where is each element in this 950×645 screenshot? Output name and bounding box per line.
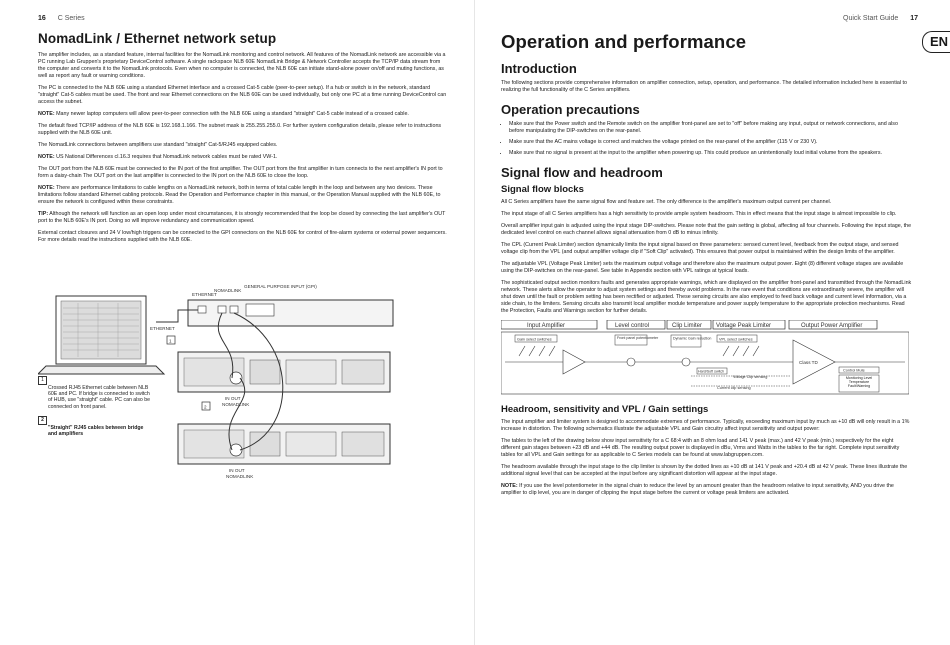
- body-paragraph: [38, 111, 448, 118]
- paragraph-text: The tables to the left of the drawing below show input sensitivity for a C 68:4 with an 8 ohm load and 141 V peak (max.) and 42 V peak (min.) respectively for the eight different gain stages between +23 dB and +44 dB. The resulting output power is displayed in dBu, Vrms and Watts in the tables to the far right. Complete input sensitivity tables for all VPL and Gain settings for as applicable to C Series models can be found at www.labgruppen.com.: [501, 438, 900, 458]
- diagram-annotation-2: [38, 416, 150, 437]
- signal-paragraph: The adjustable VPL (Voltage Peak Limiter) sets the maximum output voltage and therefore also the maximum output power. Eight (8) different voltage stages are available using the DIP-switches on the rear-panel. See table in Appendix section with VPL ratings at typical loads.: [501, 261, 904, 274]
- intro-heading: Introduction: [501, 61, 577, 76]
- paragraph-text: Although the network will function as an open loop under most circumstances, it is strongly recommended that the loop be closed by connecting the last amplifier's OUT port to the NLB 60E's IN port. Doing so will improve redundancy and communication speed.: [38, 211, 446, 224]
- signal-paragraph: Overall amplifier input gain is adjusted using the input stage DIP-switches. Please note that the gain setting is global, affecting all four channels. Following the input stage, the dedicated level control on each channel allows signal attenuation from 0 dB to minus infinity.: [501, 223, 912, 236]
- annotation-2-text: "Straight" RJ45 cables between bridge and amplifiers: [48, 425, 144, 438]
- paragraph-text: The input amplifier and limiter system is designed to accommodate extremes of performance. Typically, exceeding maximum input by much as +10 dB will only result in a 1% increase in distortion. The following schematics illustrate the adjustable VPL and Gain circuitry affect input sensitivity and output power:: [501, 419, 910, 432]
- amp1-in-out: IN OUT: [225, 396, 241, 401]
- ethernet-label: ETHERNET: [192, 292, 217, 297]
- paragraph-text: The amplifier includes, as a standard feature, internal facilities for the NomadLink monitoring and control network. All features of the NomadLink network are accessible via a PC running Lab Gruppen's proprietary DeviceControl software. A single rackspace NLB 60E NomadLink Bridge & Network Controller accepts the TCP/IP data stream from the computer and converts it to the NomadLink protocols. Even when no computer is connected, the NLB 60E can initiate stand-alone power on/off and muting functions, as well as report any fault or warning conditions.: [38, 52, 446, 79]
- left-column: [38, 31, 448, 249]
- current-clip-label: Current clip sensing: [717, 386, 751, 390]
- signal-flow-block-diagram: [501, 320, 909, 396]
- body-paragraph: [38, 154, 448, 161]
- annotation-1-text: Crossed RJ45 Ethernet cable between NLB 60E and PC. If bridge is connected to switch of HUB, use "straight" cable. PC can also be connected on front panel.: [48, 385, 151, 410]
- header-vpl: Voltage Peak Limiter: [716, 323, 772, 329]
- signal-paragraph: The CPL (Current Peak Limiter) section dynamically limits the input signal based on three parameters: sensed current level, feedback from the output stage, and sensed voltage clip from the VPL (and output amplifier voltage clip if "Soft Clip" activated). This ensures that power output is maintained within the design limits of the amplifier.: [501, 242, 899, 255]
- right-column: [501, 31, 913, 502]
- precaution-item: • Make sure that the AC mains voltage is correct and matches the voltage printed on the rear-panel of the amplifier (115 V or 230 V).: [509, 139, 913, 146]
- paragraph-label: NOTE:: [501, 483, 518, 489]
- laptop-illustration: [38, 296, 164, 374]
- precaution-item: • Make sure that no signal is present at the input to the amplifier when powering up. This could produce an unintentionally loud initial volume from the speakers.: [509, 150, 913, 157]
- signal-paragraph: All C Series amplifiers have the same signal flow and feature set. The only difference is the amplifier's maximum output current per channel.: [501, 199, 832, 205]
- amp2-nomadlink: NOMADLINK: [226, 474, 254, 479]
- header-clip: Clip Limiter: [672, 323, 703, 329]
- body-paragraph: [501, 483, 913, 497]
- class-td-label: Class TD: [799, 360, 818, 365]
- ethernet-cable-label: ETHERNET: [150, 326, 175, 331]
- body-paragraph: [501, 419, 913, 433]
- body-paragraph: [38, 230, 448, 244]
- body-paragraph: [38, 166, 448, 180]
- intro-text: The following sections provide comprehensive information on amplifier connection, setup, operation, and performance. The detailed information included here is essential to realizing the full functionality of the C Series amplifiers.: [501, 80, 907, 93]
- precautions-heading: Operation precautions: [501, 102, 640, 117]
- paragraph-label: NOTE:: [38, 185, 55, 191]
- page-header-left: [38, 15, 85, 22]
- paragraph-text: If you use the level potentiometer in the signal chain to reduce the level by an amount greater than the headroom relative to input sensitivity, AND you drive the amplifier to clip level, you are in danger of clipping the input stage before the current or voltage peak limiters are activated.: [501, 483, 894, 496]
- body-paragraph: [38, 52, 448, 80]
- precaution-item: • Make sure that the Power switch and the Remote switch on the amplifier front-panel are set to "off" before making any input, output or network connections, and also before manipulating the DIP-switches on the rear-panel.: [509, 121, 913, 135]
- body-paragraph: [38, 185, 448, 206]
- paragraph-text: Many newer laptop computers will allow peer-to-peer connection with the NLB 60E using a standard "straight" Cat-5 cable instead of a crossed cable.: [54, 111, 409, 117]
- language-tab: EN: [922, 31, 950, 53]
- marker-1: 1: [169, 338, 172, 344]
- paragraph-text: US National Differences cl.16.3 requires that NomadLink network cables must be rated VW-1.: [54, 154, 278, 160]
- amp2-in-out: IN OUT: [229, 468, 245, 473]
- header-output: Output Power Amplifier: [801, 323, 863, 329]
- section-title: NomadLink / Ethernet network setup: [38, 31, 277, 46]
- headroom-heading: Headroom, sensitivity and VPL / Gain settings: [501, 404, 709, 415]
- amp1-nomadlink: NOMADLINK: [222, 402, 250, 407]
- body-paragraph: [38, 211, 448, 225]
- paragraph-text: The OUT port from the NLB 60E must be connected to the IN port of the first amplifier. The OUT port from the first amplifier in turn connects to the next amplifier's IN port to form a daisy-chain The OUT port on the last amplifier is connected to the IN port on the NLB 60E to close the loop.: [38, 166, 443, 179]
- paragraph-text: The headroom available through the input stage to the clip limiter is shown by the dotted lines as +10 dB at 141 V peak and +20.4 dB at 42 V peak. These lines illustrate the additional signal level that can be accepted at the input before any significant distortion will appear at the input stage.: [501, 464, 908, 477]
- signal-blocks-heading: Signal flow blocks: [501, 184, 584, 195]
- signal-paragraph: The input stage of all C Series amplifiers has a high sensitivity to provide ample system headroom. This in effect means that the input stage is almost impossible to clip.: [501, 211, 897, 217]
- vpl-switches-label: VPL select switches: [719, 337, 753, 342]
- body-paragraph: [38, 123, 448, 137]
- annotation-1-number: 1: [38, 376, 47, 385]
- paragraph-text: The NomadLink connections between amplifiers use standard "straight" Cat-5/RJ45 equipped cables.: [38, 142, 278, 148]
- header-level: Level control: [615, 323, 650, 329]
- gpi-label: GENERAL PURPOSE INPUT (GPI): [244, 284, 317, 289]
- signal-paragraph: The sophisticated output section monitors faults and generates appropriate warnings, which are displayed on the amplifier front-panel and transmitted through the NomadLink network. These alerts allow the operator to adjust system settings and thereby avoid problems. In the rare event that conditions are extraordinarily severe, the amplifier will shut down until the fault or problem setting has been rectified or adjusted. These sensing circuits are also employed to feed back voltage and current level information, via a side chain, to the limiters. Sensing circuits also transmit local amplifier module temperature and power supply temperature to the appropriate protection mechanisms. Read the Protection, Faults and Warnings section for further details.: [501, 280, 912, 314]
- dynamic-label: Dynamic Gain reduction: [673, 336, 712, 341]
- amplifier-2: [178, 424, 390, 479]
- nomadlink-label: NOMADLINK: [214, 288, 242, 293]
- hard-soft-label: Hard/Soft switch: [698, 369, 725, 374]
- paragraph-label: TIP:: [38, 211, 49, 217]
- body-paragraph: [501, 464, 913, 478]
- nlb60e-bridge: [188, 284, 393, 326]
- body-paragraph: [501, 438, 913, 459]
- paragraph-text: The PC is connected to the NLB 60E using a standard Ethernet interface and a crossed Cat-5 cable (peer-to-peer setup). If a hub or switch is in the network, standard "straight" Cat-5 cables must be used. The front and rear Ethernet connections on the NLB 60E can be used individually, but only one PC at a time running DeviceControl can access the subnet.: [38, 85, 447, 105]
- headroom-paragraphs: [501, 419, 913, 497]
- pot-label: Front panel potentiometer: [617, 336, 659, 340]
- guide-name: Quick Start Guide: [843, 15, 899, 22]
- signal-flow-heading: Signal flow and headroom: [501, 165, 663, 180]
- amplifier-1: [178, 352, 390, 407]
- page-number: 17: [910, 15, 918, 22]
- header-input-amp: Input Amplifier: [527, 323, 566, 329]
- paragraph-text: External contact closures and 24 V low/high triggers can be connected to the GPI connectors on the NLB 60E for control of fire-alarm systems or external power sequencers. For more details read the instructions supplied with the NLB 60E.: [38, 230, 447, 243]
- marker-2: 2: [204, 404, 207, 410]
- body-paragraph: [38, 142, 448, 149]
- gain-switches-label: Gain select switches: [517, 337, 552, 342]
- annotation-2-number: 2: [38, 416, 47, 425]
- diagram-annotation-1: [38, 376, 150, 410]
- paragraph-text: There are performance limitations to cable lengths on a NomadLink network, both in terms of total cable length in the loop and between any two devices. These limitations follow standard Ethernet cabling protocols. Read the Operation and Performance chapter in this manual, or the Operation Manual supplied with the NLB 60E, to ensure the network is configured within these constraints.: [38, 185, 441, 205]
- chapter-title: Operation and performance: [501, 31, 747, 52]
- page-number: 16: [38, 15, 46, 22]
- left-paragraphs: [38, 52, 448, 244]
- paragraph-label: NOTE:: [38, 111, 55, 117]
- page-header-right: [843, 15, 918, 22]
- control-mute-label: Control Mute: [843, 368, 865, 373]
- precautions-list: [501, 121, 913, 157]
- series-name: C Series: [57, 15, 85, 22]
- voltage-clip-label: Voltage Clip sensing: [733, 375, 768, 379]
- paragraph-label: NOTE:: [38, 154, 55, 160]
- monitoring-label: Monitoring Level Temperature Fault/Warning: [845, 375, 873, 388]
- paragraph-text: The default fixed TCP/IP address of the NLB 60E is 192.168.1.166. The subnet mask is 255.255.255.0. For further system configuration details, please refer to instructions supplied with the NLB 60E unit.: [38, 123, 442, 136]
- right-page: [475, 0, 950, 645]
- body-paragraph: [38, 85, 448, 106]
